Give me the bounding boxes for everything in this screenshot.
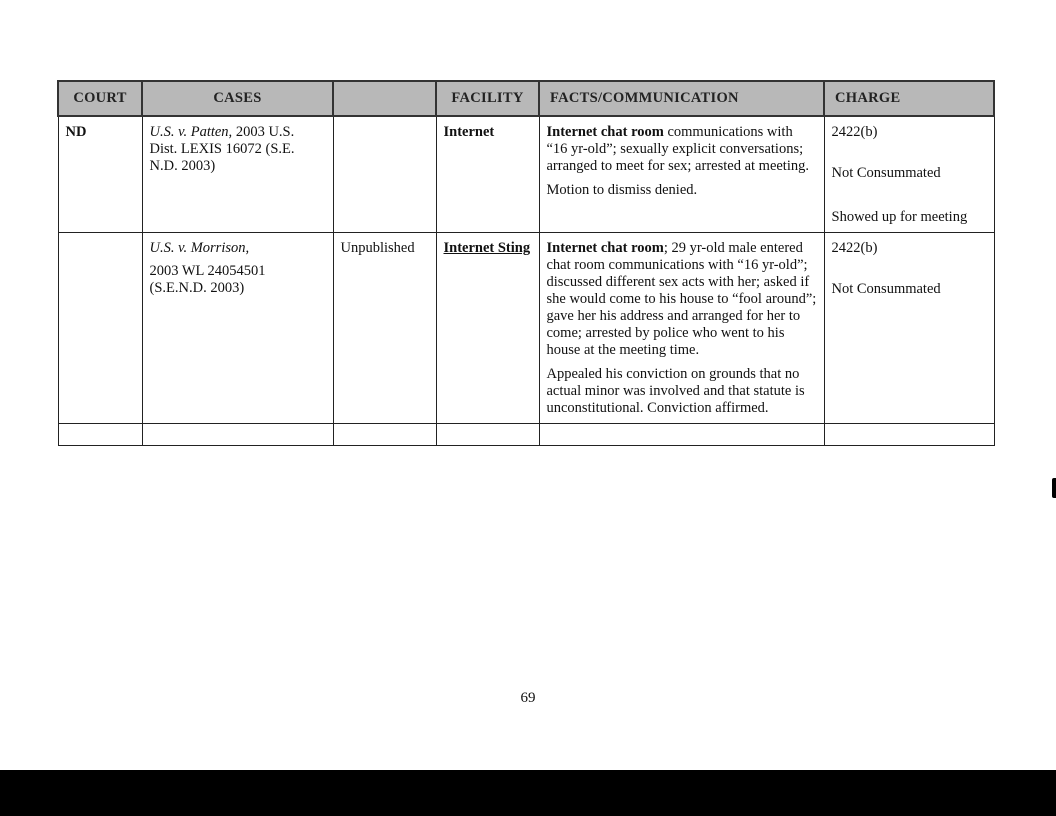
facts-bold: Internet chat room: [546, 240, 664, 256]
facility-label: Internet Sting: [443, 240, 531, 256]
charge-cell: [824, 116, 994, 233]
case-cite: 2003 WL 24054501: [149, 263, 266, 279]
facts-note: Motion to dismiss denied.: [546, 182, 698, 198]
charge-status: Not Consummated: [831, 165, 941, 181]
facts-bold: Internet chat room: [546, 124, 664, 140]
case-cell: [142, 116, 333, 233]
status-label: [334, 117, 436, 130]
charge-code: 2422(b): [831, 240, 878, 256]
table-row: [58, 233, 994, 424]
charge-status: Not Consummated: [831, 281, 941, 297]
court-cell: [58, 116, 142, 233]
case-name: U.S. v. Patten,: [149, 124, 233, 140]
scan-bottom-band: [0, 770, 1056, 816]
header-charge: CHARGE: [824, 81, 994, 116]
status-cell: [333, 116, 436, 233]
case-court: (S.E.N.D. 2003): [149, 280, 245, 296]
header-status: [333, 81, 436, 116]
court-label: ND: [65, 124, 87, 140]
empty-table-row: [58, 424, 994, 446]
header-court: COURT: [58, 81, 142, 116]
facts-note: Appealed his conviction on grounds that no actual minor was involved and that statute is unconstitutional. Conviction affirmed.: [546, 366, 805, 416]
facility-cell: [436, 233, 539, 424]
scan-edge-mark: [1052, 478, 1056, 498]
case-cite: 2003 U.S. Dist. LEXIS 16072 (S.E. N.D. 2003): [149, 124, 295, 174]
facility-cell: [436, 116, 539, 233]
case-cell: [142, 233, 333, 424]
cases-table: [57, 80, 995, 446]
charge-code: 2422(b): [831, 124, 878, 140]
table-row: [58, 116, 994, 233]
table-header-row: [58, 81, 994, 116]
facts-cell: [539, 233, 824, 424]
charge-cell: [824, 233, 994, 424]
page-number: 69: [520, 690, 536, 706]
charge-note: Showed up for meeting: [831, 209, 968, 225]
court-label: [59, 233, 142, 246]
header-facts: FACTS/COMMUNICATION: [539, 81, 824, 116]
facility-label: Internet: [443, 124, 495, 140]
facts-text: Internet chat room; 29 yr-old male entered chat room communications with “16 yr-old”; discussed different sex acts with her; asked if she would come to his house to “fool around”; gave her his address and arranged for her to come; arrested by police who went to his house at the meeting time.: [546, 240, 817, 358]
status-label: Unpublished: [340, 240, 415, 256]
status-cell: [333, 233, 436, 424]
header-cases: CASES: [142, 81, 333, 116]
facts-text: Internet chat room communications with “16 yr-old”; sexually explicit conversations; arranged to meet for sex; arrested at meeting.: [546, 124, 809, 174]
case-name: U.S. v. Morrison,: [149, 240, 250, 256]
facts-cell: [539, 116, 824, 233]
header-facility: FACILITY: [436, 81, 539, 116]
case-citation: [143, 117, 333, 181]
court-cell: [58, 233, 142, 424]
